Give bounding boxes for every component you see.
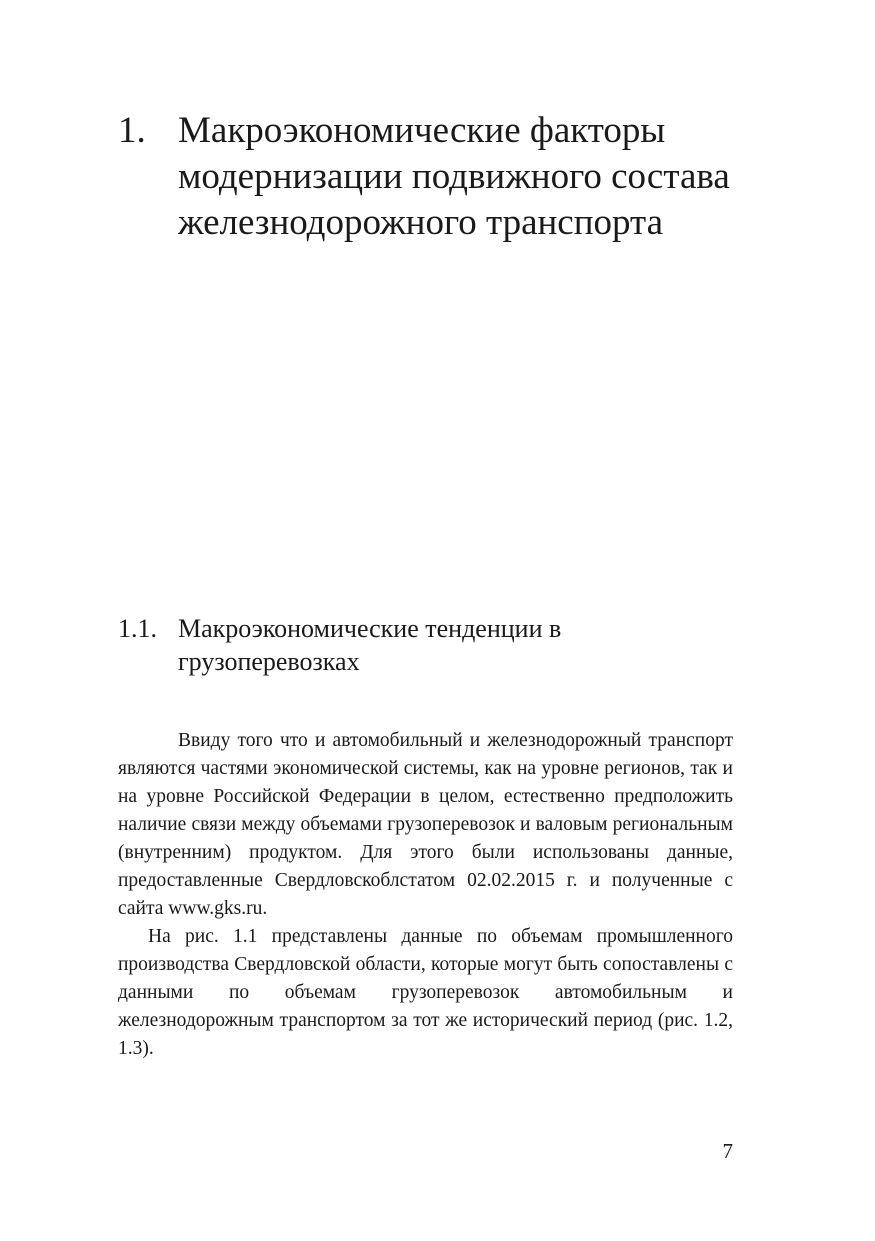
page-number: 7 — [722, 1139, 733, 1163]
body-text — [118, 727, 733, 1063]
chapter-heading — [118, 108, 758, 246]
section-number: 1.1. — [118, 614, 157, 643]
chapter-number: 1. — [118, 110, 146, 151]
section-title: Макроэкономические тенденции в грузоперевозках — [178, 614, 562, 676]
paragraph-1: Ввиду того что и автомобильный и железнодорожный транспорт являются частями экономической системы, как на уровне регионов, так и на уровне Российской Федерации в целом, естественно предположить наличие связи между объемами грузоперевозок и валовым региональным (внутренним) продуктом. Для этого были использованы данные, предоставленные Свердловскоблстатом 02.02.2015 г. и полученные с сайта www.gks.ru. — [118, 730, 733, 919]
section-heading — [118, 612, 758, 678]
chapter-title: Макроэкономические факторы модернизации подвижного состава железнодорожного транспорта — [178, 110, 730, 243]
paragraph-2: На рис. 1.1 представлены данные по объемам промышленного производства Свердловской области, которые могут быть сопоставлены с данными по объемам грузоперевозок автомобильным и железнодорожным транспортом за тот же исторический период (рис. 1.2, 1.3). — [118, 926, 733, 1059]
